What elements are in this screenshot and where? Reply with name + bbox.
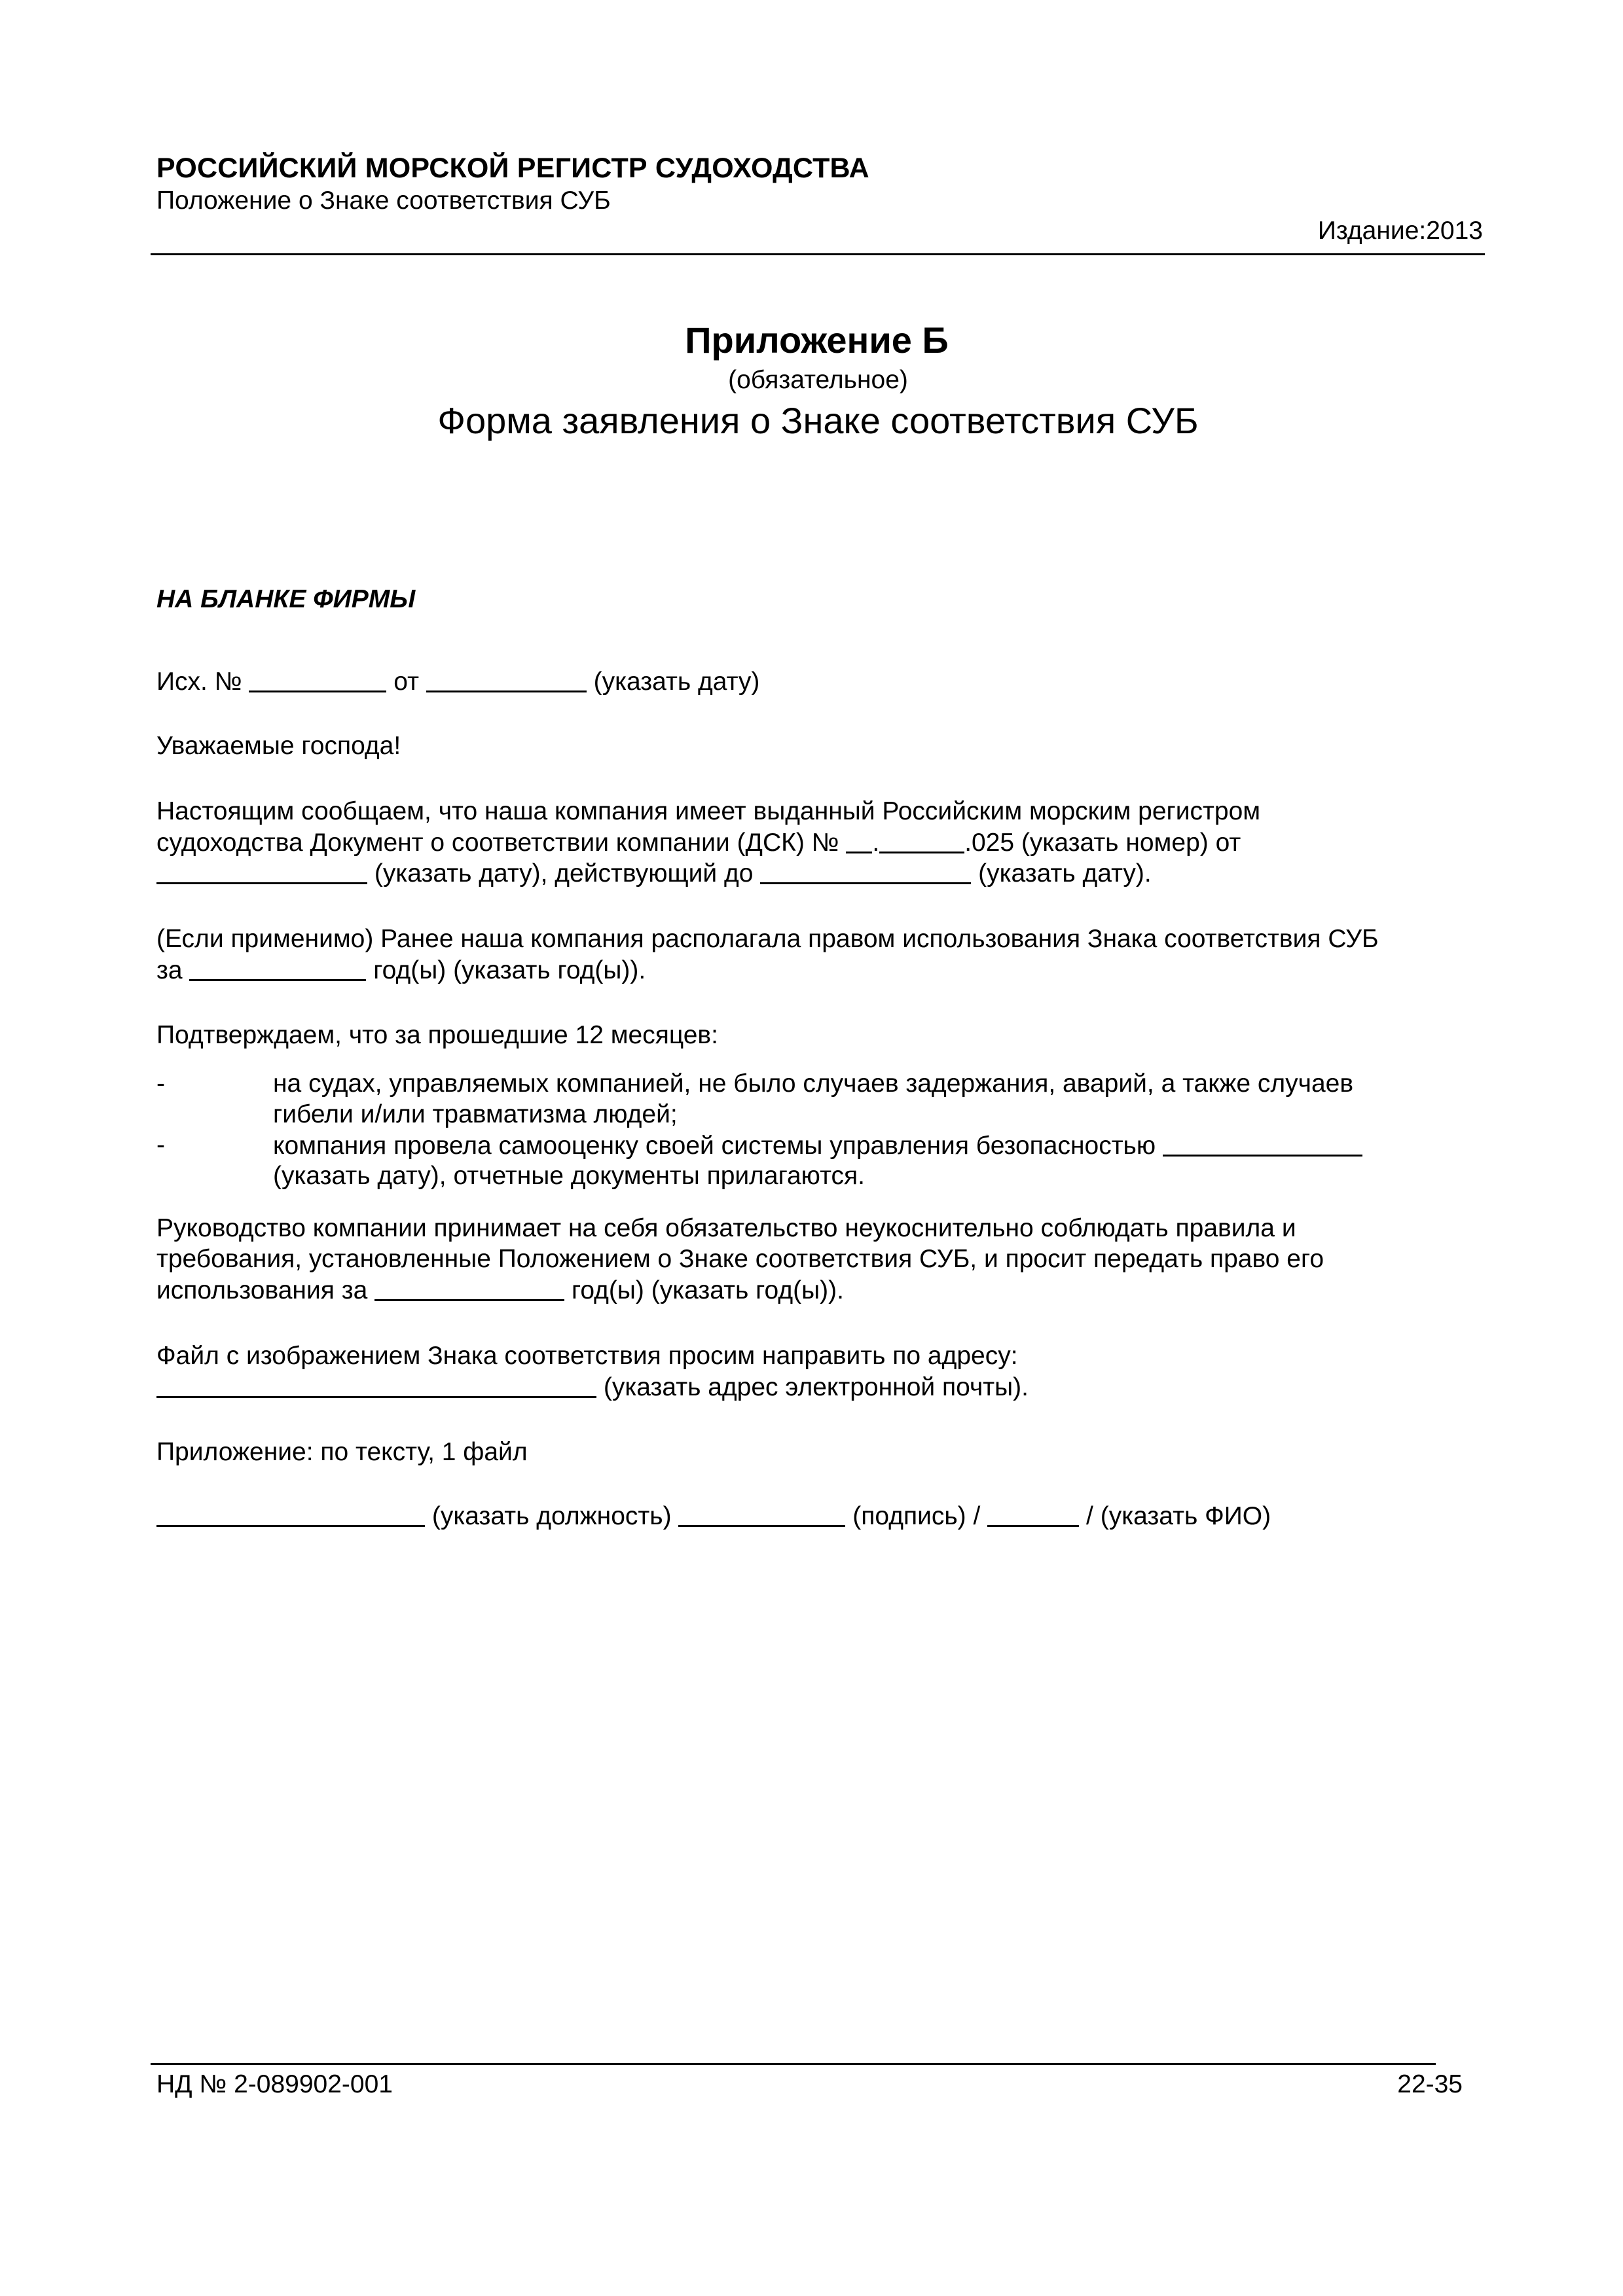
paragraph-3: Подтверждаем, что за прошедшие 12 месяцев:	[156, 1021, 718, 1049]
dsk-dot: .	[872, 829, 880, 857]
position-hint: (указать должность)	[431, 1502, 672, 1530]
name-hint: / (указать ФИО)	[1086, 1502, 1271, 1530]
prior-years-prefix: за	[156, 956, 183, 984]
paragraph-1-line-3	[156, 857, 1152, 889]
signature-hint: (подпись) /	[852, 1502, 981, 1530]
footer-page-number: 22-35	[1397, 2070, 1463, 2098]
paragraph-5-line-2	[156, 1371, 1029, 1403]
usage-years-prefix: использования за	[156, 1276, 368, 1304]
list-dash-1: -	[156, 1069, 165, 1098]
prior-years-blank[interactable]	[189, 957, 366, 981]
paragraph-4-line-1: Руководство компании принимает на себя обязательство неукоснительно соблюдать правила и	[156, 1214, 1296, 1242]
form-title: Форма заявления о Знаке соответствия СУБ	[437, 400, 1199, 441]
dsk-number-blank-1[interactable]	[846, 829, 872, 853]
ref-prefix: Исх. №	[156, 668, 242, 696]
appendix-title: Приложение Б	[685, 319, 949, 361]
dsk-date-blank[interactable]	[156, 860, 367, 884]
list-item-2-line-1	[273, 1130, 1362, 1161]
name-blank[interactable]	[987, 1503, 1079, 1527]
ref-number-blank[interactable]	[249, 668, 386, 692]
ref-date-hint: (указать дату)	[593, 668, 760, 696]
list-item-2-line-2: (указать дату), отчетные документы прилагаются.	[273, 1162, 865, 1190]
paragraph-2-line-1: (Если применимо) Ранее наша компания располагала правом использования Знака соответствия СУБ	[156, 925, 1379, 953]
edition-label: Издание:2013	[1317, 217, 1483, 245]
document-title: Положение о Знаке соответствия СУБ	[156, 187, 611, 215]
prior-years-hint: год(ы) (указать год(ы)).	[373, 956, 646, 984]
signature-blank[interactable]	[678, 1503, 845, 1527]
list-dash-2: -	[156, 1131, 165, 1159]
usage-years-hint: год(ы) (указать год(ы)).	[571, 1276, 844, 1304]
valid-until-blank[interactable]	[760, 860, 971, 884]
paragraph-1-line-2	[156, 827, 1241, 858]
paragraph-4-line-3	[156, 1274, 844, 1306]
email-blank[interactable]	[156, 1374, 596, 1398]
reference-line	[156, 666, 759, 697]
header-divider	[151, 253, 1485, 255]
paragraph-1-line-1: Настоящим сообщаем, что наша компания имеет выданный Российским морским регистром	[156, 797, 1261, 825]
dsk-text: судоходства Документ о соответствии компании (ДСК) №	[156, 829, 839, 857]
ref-date-blank[interactable]	[426, 668, 587, 692]
self-assessment-date-blank[interactable]	[1163, 1132, 1362, 1157]
letterhead-note: НА БЛАНКЕ ФИРМЫ	[156, 585, 416, 613]
list-item-1-line-1: на судах, управляемых компанией, не было случаев задержания, аварий, а также случаев	[273, 1069, 1354, 1098]
footer-divider	[151, 2063, 1436, 2065]
dsk-suffix: .025 (указать номер) от	[964, 829, 1241, 857]
greeting: Уважаемые господа!	[156, 732, 401, 760]
email-hint: (указать адрес электронной почты).	[603, 1373, 1029, 1401]
organization-name: РОССИЙСКИЙ МОРСКОЙ РЕГИСТР СУДОХОДСТВА	[156, 152, 869, 184]
valid-until-text: (указать дату), действующий до	[374, 859, 754, 888]
paragraph-5-line-1: Файл с изображением Знака соответствия просим направить по адресу:	[156, 1342, 1018, 1370]
usage-years-blank[interactable]	[374, 1277, 564, 1301]
valid-until-hint: (указать дату).	[978, 859, 1152, 888]
paragraph-2-line-2	[156, 954, 646, 986]
position-blank[interactable]	[156, 1503, 425, 1527]
dsk-number-blank-2[interactable]	[879, 829, 964, 853]
footer-doc-number: НД № 2-089902-001	[156, 2070, 393, 2098]
paragraph-4-line-2: требования, установленные Положением о Знаке соответствия СУБ, и просит передать право его	[156, 1245, 1324, 1273]
self-assessment-text: компания провела самооценку своей системы управления безопасностью	[273, 1132, 1156, 1160]
list-item-1-line-2: гибели и/или травматизма людей;	[273, 1100, 678, 1128]
ref-from: от	[393, 668, 419, 696]
appendix-status: (обязательное)	[728, 366, 908, 394]
signature-line	[156, 1500, 1271, 1532]
attachment-note: Приложение: по тексту, 1 файл	[156, 1438, 528, 1466]
